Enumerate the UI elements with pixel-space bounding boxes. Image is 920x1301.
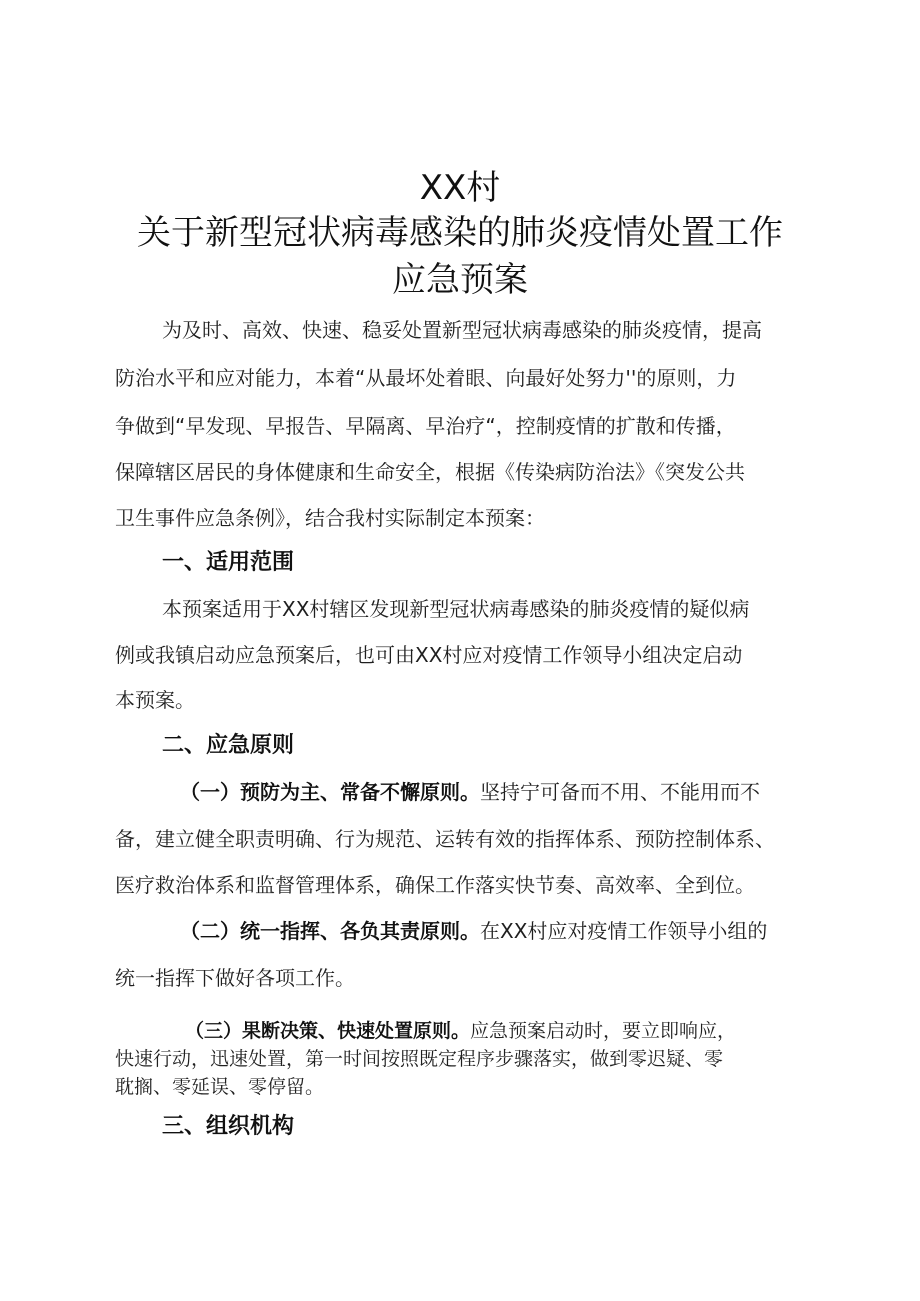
principle-1-line: 备，建立健全职责明确、行为规范、运转有效的指挥体系、预防控制体系、 bbox=[115, 827, 775, 851]
principle-3-first-line bbox=[185, 1017, 736, 1045]
scope-line: 例或我镇启动应急预案后，也可由XX村应对疫情工作领导小组决定启动 bbox=[115, 643, 743, 667]
intro-line: 保障辖区居民的身体健康和生命安全，根据《传染病防治法》《突发公共 bbox=[115, 460, 745, 484]
section-heading-organization: 三、组织机构 bbox=[162, 1114, 295, 1139]
intro-line: 为及时、高效、快速、稳妥处置新型冠状病毒感染的肺炎疫情，提高 bbox=[162, 318, 762, 342]
intro-line: 卫生事件应急条例》，结合我村实际制定本预案： bbox=[115, 506, 545, 530]
doc-title-sub: 应急预案 bbox=[392, 260, 528, 300]
principle-3-title: （三）果断决策、快速处置原则。 bbox=[185, 1020, 471, 1042]
scope-line: 本预案。 bbox=[115, 688, 195, 712]
principle-2-text: 在XX村应对疫情工作领导小组的 bbox=[480, 919, 768, 943]
section-heading-principles: 二、应急原则 bbox=[162, 733, 295, 758]
doc-title-main: 关于新型冠状病毒感染的肺炎疫情处置工作 bbox=[137, 213, 783, 253]
principle-1-first-line bbox=[180, 778, 760, 806]
principle-1-text: 坚持宁可备而不用、不能用而不 bbox=[480, 780, 760, 804]
scope-line: 本预案适用于XX村辖区发现新型冠状病毒感染的肺炎疫情的疑似病 bbox=[162, 597, 750, 621]
principle-2-title: （二）统一指挥、各负其责原则。 bbox=[180, 919, 480, 943]
principle-3-text: 应急预案启动时，要立即响应， bbox=[470, 1020, 737, 1042]
principle-3-line: 快速行动，迅速处置，第一时间按照既定程序步骤落实，做到零迟疑、零 bbox=[115, 1048, 724, 1070]
principle-1-title: （一）预防为主、常备不懈原则。 bbox=[180, 780, 480, 804]
principle-2-line: 统一指挥下做好各项工作。 bbox=[115, 966, 355, 990]
principle-2-first-line bbox=[180, 917, 767, 945]
principle-3-line: 耽搁、零延误、零停留。 bbox=[115, 1076, 325, 1098]
intro-line: 防治水平和应对能力，本着“从最坏处着眼、向最好处努力''的原则，力 bbox=[115, 366, 737, 390]
section-heading-scope: 一、适用范围 bbox=[162, 550, 295, 575]
principle-1-line: 医疗救治体系和监督管理体系，确保工作落实快节奏、高效率、全到位。 bbox=[115, 873, 755, 897]
doc-title-village: XX村 bbox=[419, 168, 501, 208]
intro-line: 争做到“早发现、早报告、早隔离、早治疗“，控制疫情的扩散和传播， bbox=[115, 414, 736, 438]
